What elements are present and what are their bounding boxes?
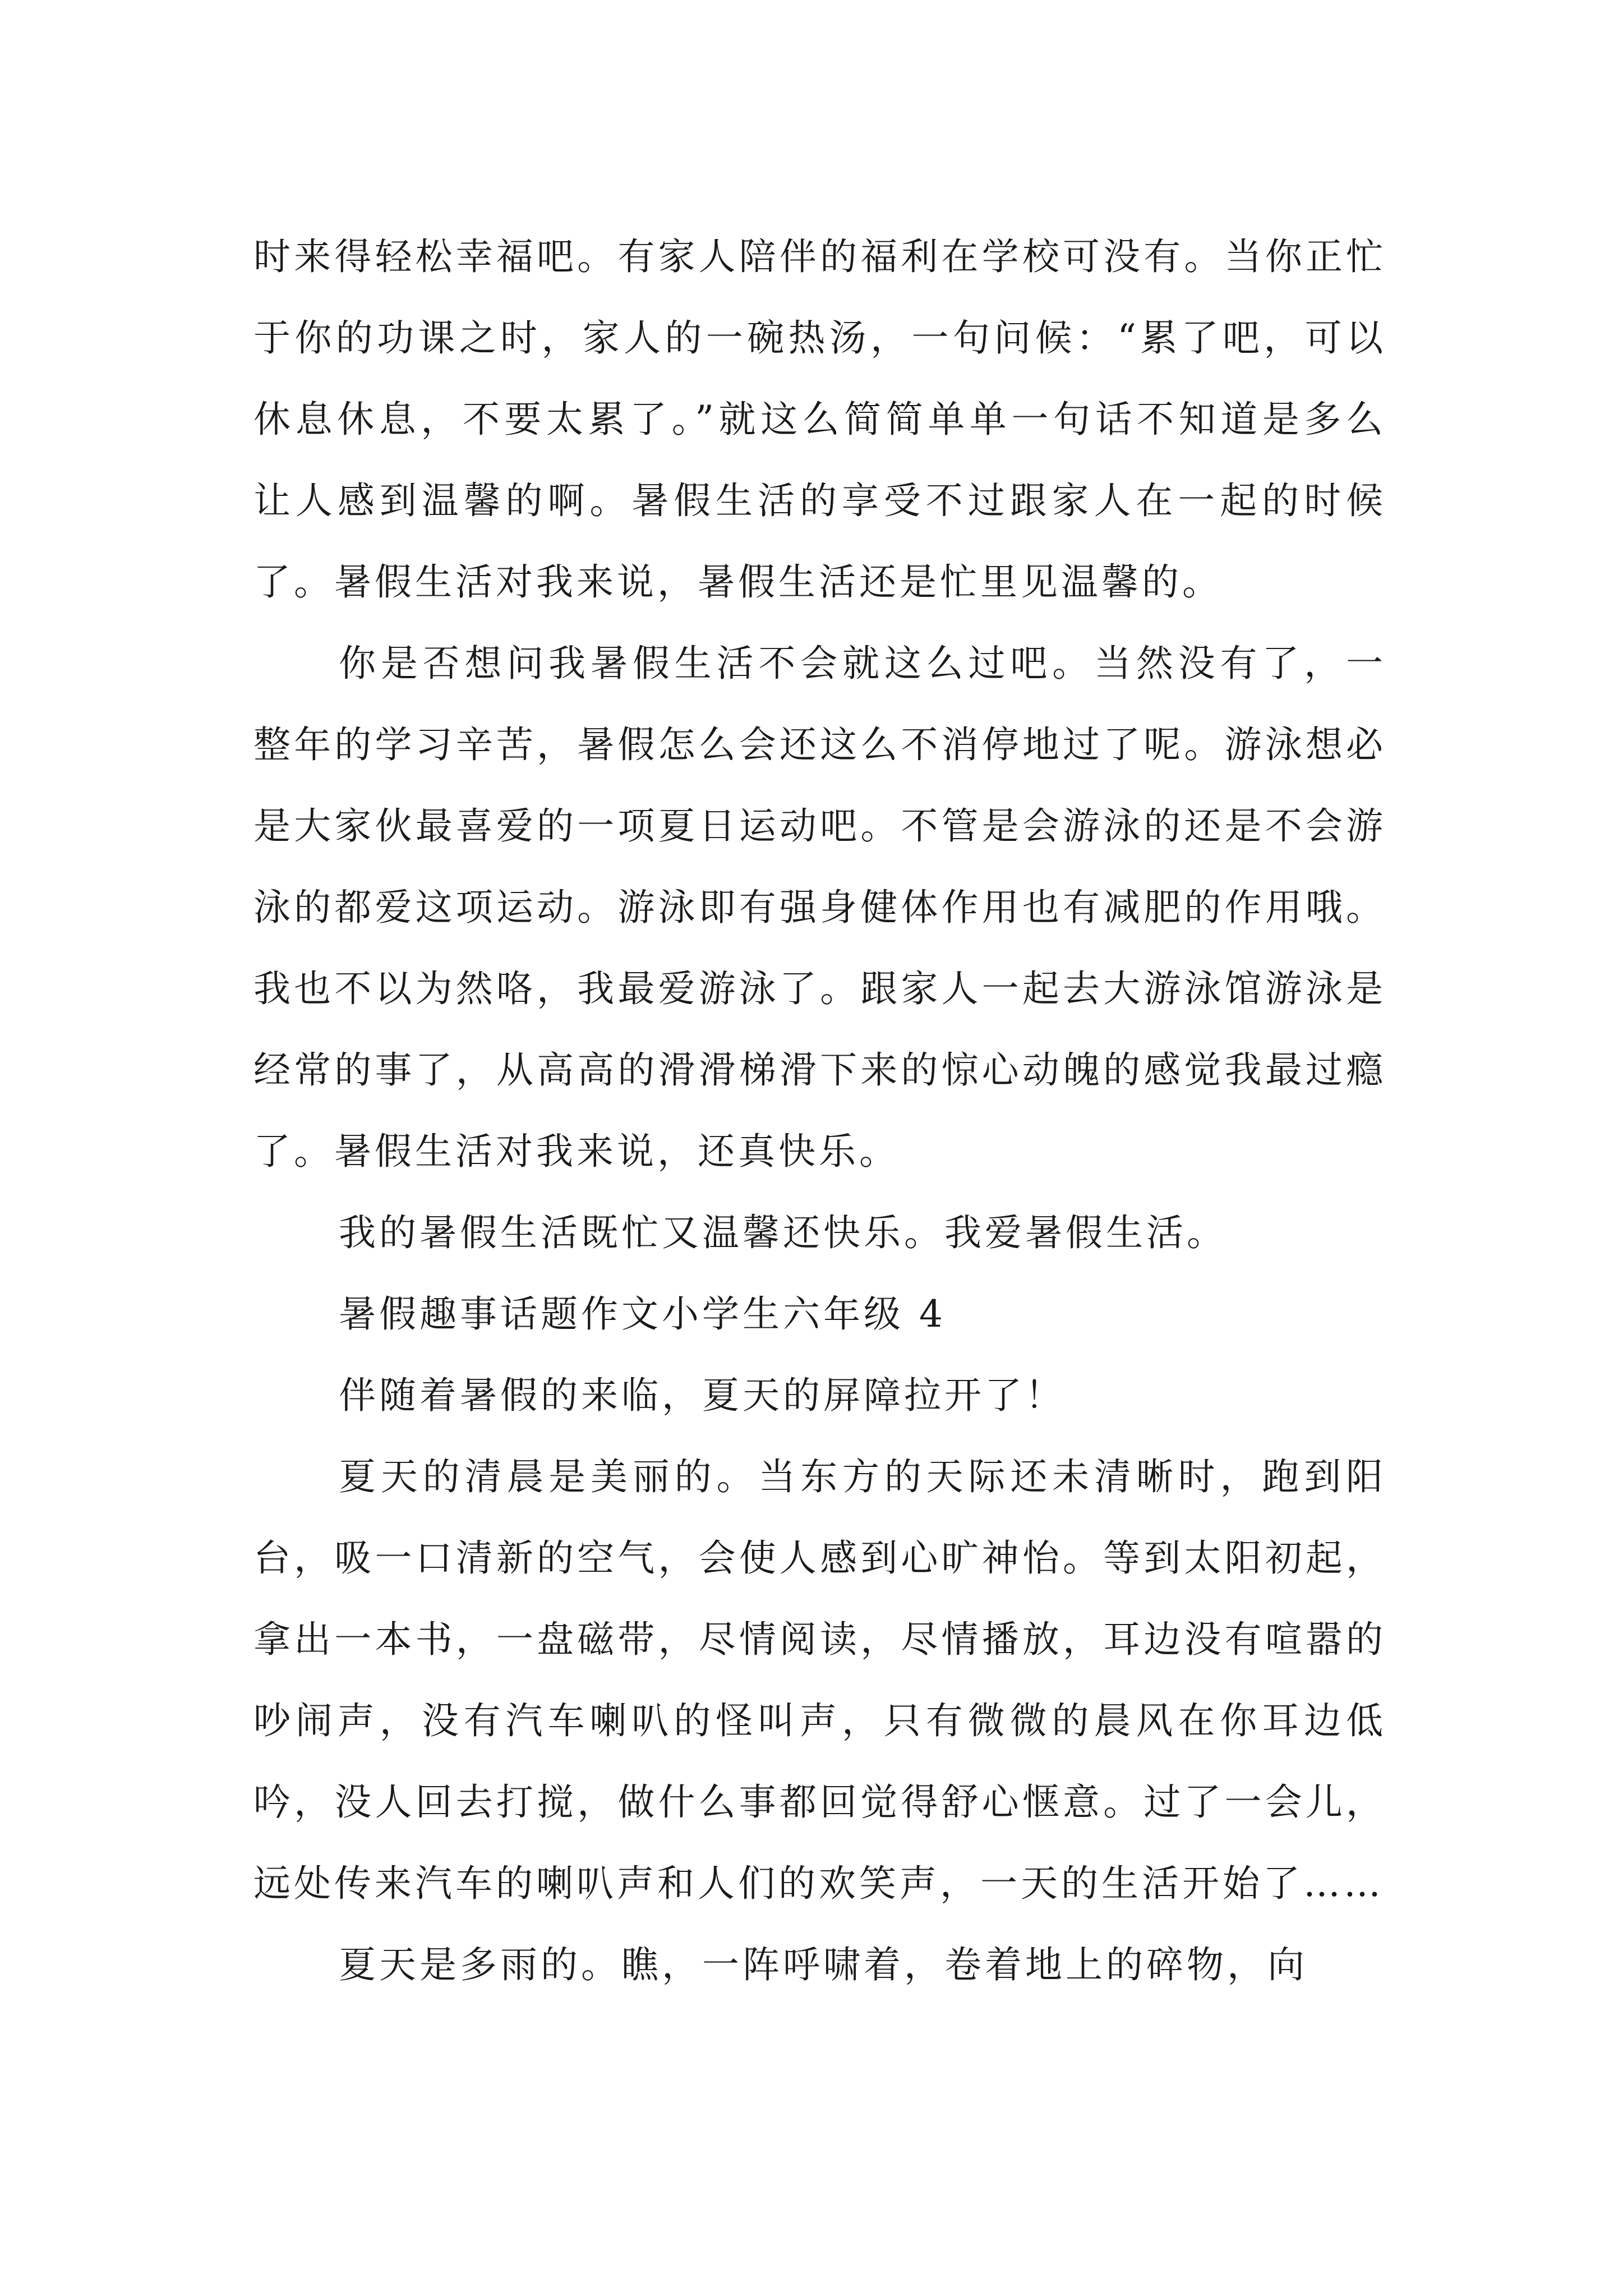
paragraph-summary: 我的暑假生活既忙又温馨还快乐。我爱暑假生活。 (339, 1211, 1227, 1254)
essay-heading: 暑假趣事话题作文小学生六年级 4 (339, 1292, 946, 1336)
paragraph-continuation: 时来得轻松幸福吧。有家人陪伴的福利在学校可没有。当你正忙于你的功课之时，家人的一碗热汤，一句问候：“累了吧，可以休息休息，不要太累了。”就这么简简单单一句话不知道是多么让人感到温馨的啊。暑假生活的享受不过跟家人在一起的时候了。暑假生活对我来说，暑假生活还是忙里见温馨的。 (253, 235, 1386, 604)
document-body (253, 216, 1386, 2005)
paragraph-swimming: 你是否想问我暑假生活不会就这么过吧。当然没有了，一整年的学习辛苦，暑假怎么会还这么不消停地过了呢。游泳想必是大家伙最喜爱的一项夏日运动吧。不管是会游泳的还是不会游泳的都爱这项运动。游泳即有强身健体作用也有减肥的作用哦。我也不以为然咯，我最爱游泳了。跟家人一起去大游泳馆游泳是经常的事了，从高高的滑滑梯滑下来的惊心动魄的感觉我最过瘾了。暑假生活对我来说，还真快乐。 (253, 642, 1386, 1173)
paragraph-rain: 夏天是多雨的。瞧，一阵呼啸着，卷着地上的碎物，向 (339, 1943, 1308, 1986)
paragraph-intro: 伴随着暑假的来临，夏天的屏障拉开了！ (339, 1374, 1066, 1417)
paragraph-morning: 夏天的清晨是美丽的。当东方的天际还未清晰时，跑到阳台，吸一口清新的空气，会使人感到心旷神怡。等到太阳初起，拿出一本书，一盘磁带，尽情阅读，尽情播放，耳边没有喧嚣的吵闹声，没有汽车喇叭的怪叫声，只有微微的晨风在你耳边低吟，没人回去打搅，做什么事都回觉得舒心惬意。过了一会儿，远处传来汽车的喇叭声和人们的欢笑声，一天的生活开始了…… (253, 1455, 1386, 1905)
